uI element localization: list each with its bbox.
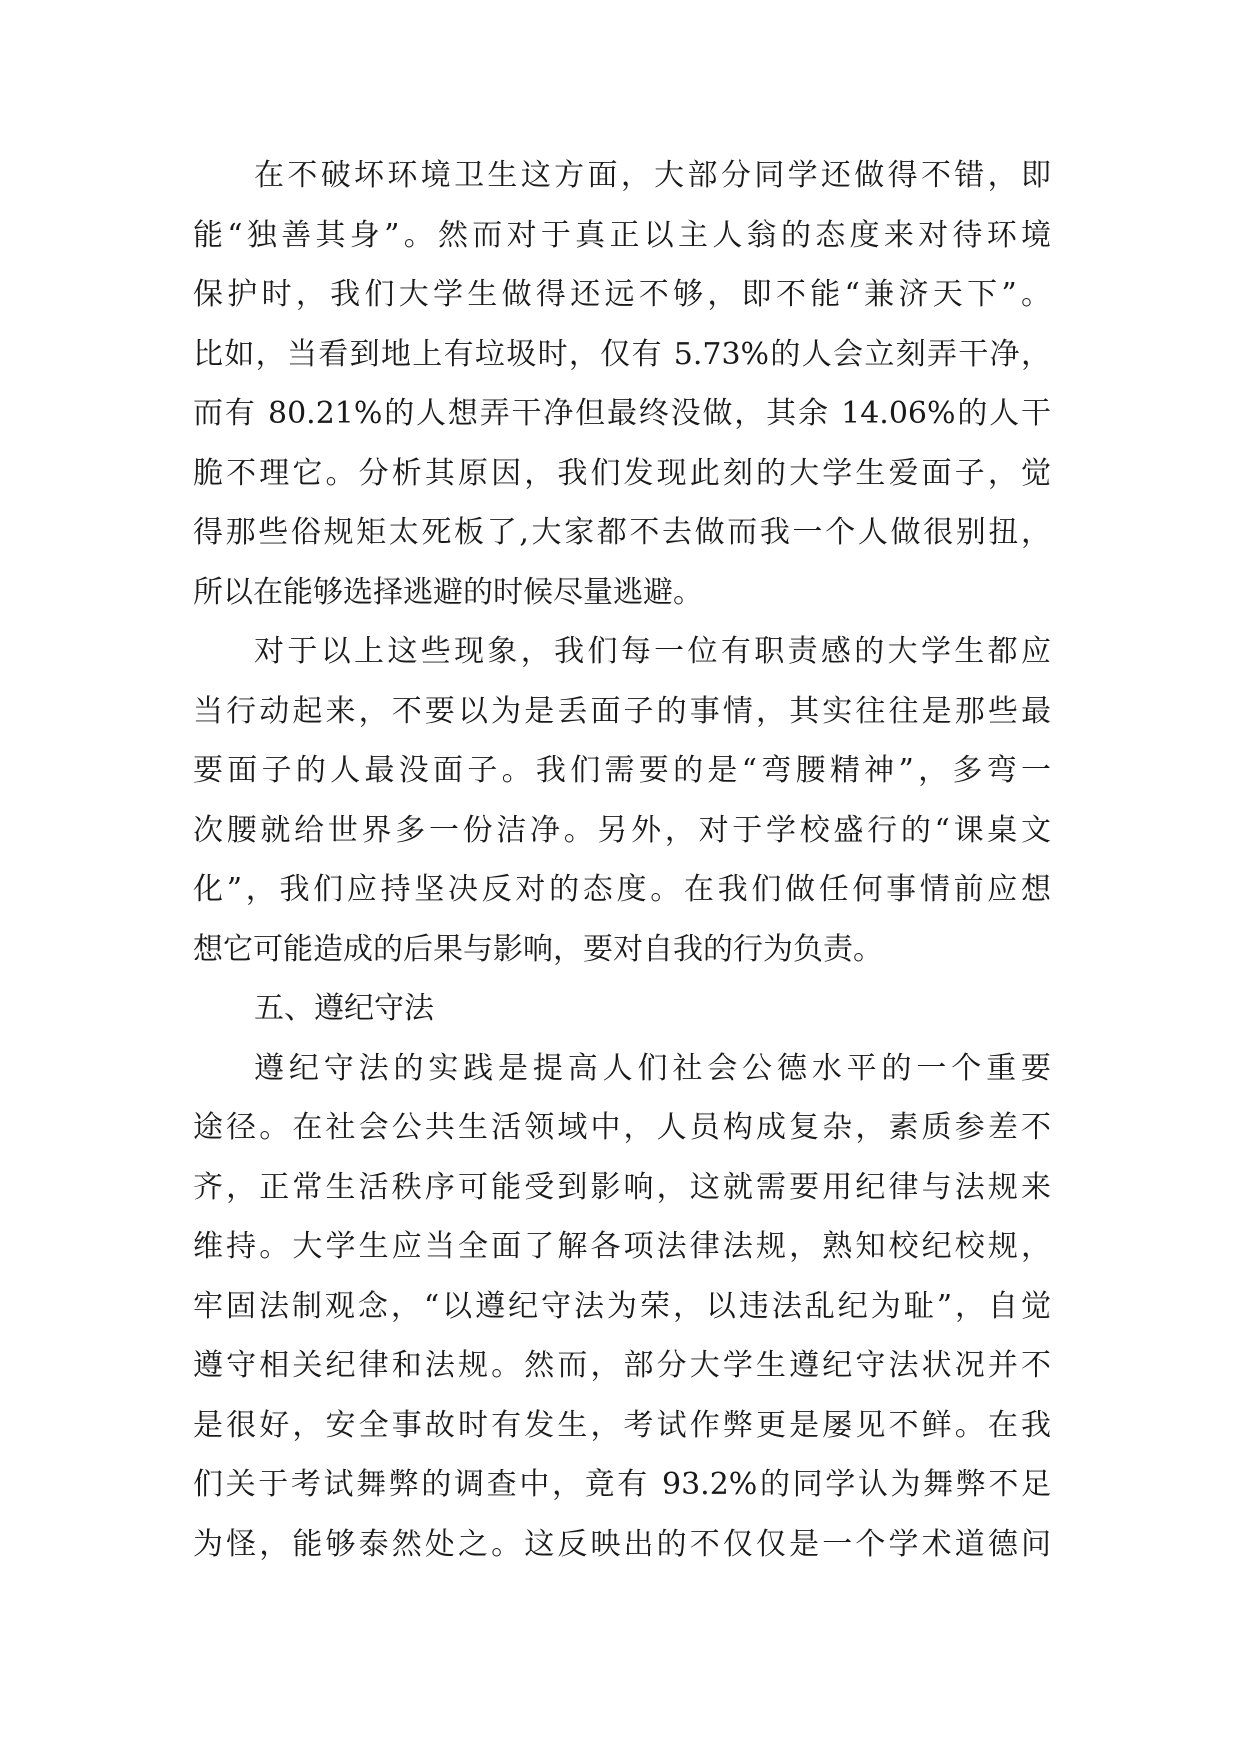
text-line: 途径。在社会公共生活领域中，人员构成复杂，素质参差不 <box>193 1110 1051 1145</box>
text-line: 是很好，安全事故时有发生，考试作弊更是屡见不鲜。在我 <box>193 1407 1051 1443</box>
text-line: 齐，正常生活秩序可能受到影响，这就需要用纪律与法规来 <box>193 1169 1051 1205</box>
paragraph-law <box>193 1039 1051 1575</box>
text-line: 要面子的人最没面子。我们需要的是“弯腰精神”，多弯一 <box>193 753 1051 788</box>
text-line: 维持。大学生应当全面了解各项法律法规，熟知校纪校规， <box>193 1229 1051 1264</box>
text-line: 能“独善其身”。然而对于真正以主人翁的态度来对待环境 <box>193 217 1051 253</box>
document-page <box>193 146 1051 1574</box>
text-line: 所以在能够选择逃避的时候尽量逃避。 <box>193 574 703 610</box>
text-line: 在不破坏环境卫生这方面，大部分同学还做得不错，即 <box>254 158 1051 193</box>
text-line: 遵纪守法的实践是提高人们社会公德水平的一个重要 <box>254 1050 1051 1086</box>
text-line: 次腰就给世界多一份洁净。另外，对于学校盛行的“课桌文 <box>193 812 1051 848</box>
text-line: 牢固法制观念，“以遵纪守法为荣，以违法乱纪为耻”，自觉 <box>193 1288 1051 1324</box>
text-line: 遵守相关纪律和法规。然而，部分大学生遵纪守法状况并不 <box>193 1348 1051 1383</box>
text-line: 而有 80.21%的人想弄干净但最终没做，其余 14.06%的人干 <box>193 396 1051 431</box>
text-line: 当行动起来，不要以为是丢面子的事情，其实往往是那些最 <box>193 693 1051 729</box>
paragraph-responsibility <box>193 622 1051 979</box>
text-line: 想它可能造成的后果与影响，要对自我的行为负责。 <box>193 931 883 967</box>
text-line: 脆不理它。分析其原因，我们发现此刻的大学生爱面子，觉 <box>193 455 1051 491</box>
section-heading: 五、遵纪守法 <box>254 991 434 1026</box>
text-line: 比如，当看到地上有垃圾时，仅有 5.73%的人会立刻弄干净， <box>193 336 1051 372</box>
text-line: 们关于考试舞弊的调查中，竟有 93.2%的同学认为舞弊不足 <box>193 1467 1051 1502</box>
text-line: 化”，我们应持坚决反对的态度。在我们做任何事情前应想 <box>193 872 1051 907</box>
text-line: 对于以上这些现象，我们每一位有职责感的大学生都应 <box>254 634 1051 669</box>
text-line: 为怪，能够泰然处之。这反映出的不仅仅是一个学术道德问 <box>193 1526 1051 1562</box>
text-line: 得那些俗规矩太死板了,大家都不去做而我一个人做很别扭， <box>193 515 1051 550</box>
paragraph-environment <box>193 146 1051 622</box>
text-line: 保护时，我们大学生做得还远不够，即不能“兼济天下”。 <box>193 277 1051 312</box>
